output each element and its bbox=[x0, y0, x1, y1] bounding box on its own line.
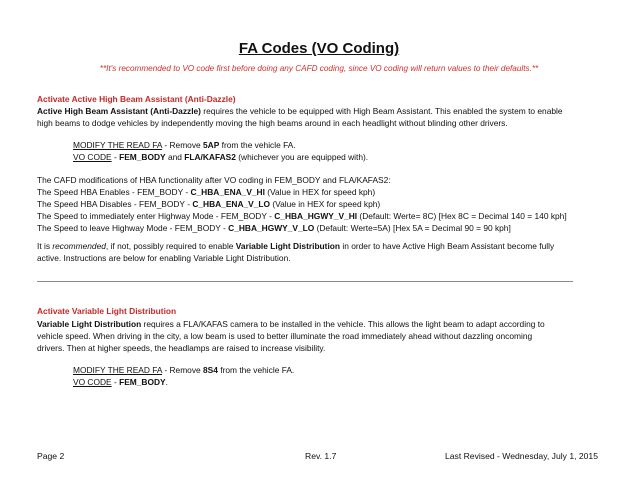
intro-text-line: vehicle speed. When driving in the city, a low beam is used to better illuminate the road immediately ahead without dazzling oncoming bbox=[37, 331, 533, 341]
cafd-text: (Default: Werte= 8C) [Hex 8C = Decimal 140 = 140 kph] bbox=[357, 211, 567, 221]
cafd-modifications bbox=[37, 174, 607, 234]
option-code: 8S4 bbox=[203, 365, 218, 375]
footer-page-number: Page 2 bbox=[37, 451, 65, 461]
cafd-text: The Speed to immediately enter Highway Mode - FEM_BODY - bbox=[37, 211, 275, 221]
cafd-line bbox=[37, 210, 607, 222]
cafd-text: The Speed HBA Enables - FEM_BODY - bbox=[37, 187, 191, 197]
modify-fa-instruction bbox=[73, 364, 294, 376]
intro-bold-term: Active High Beam Assistant (Anti-Dazzle) bbox=[37, 106, 201, 116]
cafd-text: (Default: Werte=5A) [Hex 5A = Decimal 90 = 90 kph] bbox=[314, 223, 511, 233]
module-name: FEM_BODY bbox=[119, 377, 166, 387]
modify-fa-instruction bbox=[73, 139, 296, 151]
intro-text-line: drivers. Then at higher speeds, the headlamps are raised to increase visibility. bbox=[37, 343, 326, 353]
instruction-text: . bbox=[165, 377, 168, 387]
cafd-code: C_HBA_HGWY_V_HI bbox=[274, 211, 358, 221]
instruction-text: from the vehicle FA. bbox=[217, 365, 295, 375]
cafd-code: C_HBA_ENA_V_LO bbox=[192, 199, 271, 209]
rec-text: in order to have Active High Beam Assistant become fully bbox=[340, 241, 555, 251]
option-code: 5AP bbox=[203, 140, 220, 150]
module-name: FLA/KAFAS2 bbox=[184, 152, 236, 162]
cafd-text: The Speed HBA Disables - FEM_BODY - bbox=[37, 199, 193, 209]
footer-last-revised: Last Revised - Wednesday, July 1, 2015 bbox=[444, 451, 598, 461]
rec-text: , if not, possibly required to enable bbox=[105, 241, 236, 251]
modify-read-fa-link[interactable]: MODIFY THE READ FA bbox=[73, 140, 163, 150]
rec-text: It is bbox=[37, 241, 53, 251]
section-heading-light-distribution: Activate Variable Light Distribution bbox=[37, 306, 177, 316]
instruction-text: - bbox=[111, 377, 120, 387]
cafd-text: (Value in HEX for speed kph) bbox=[264, 187, 376, 197]
footer-revision: Rev. 1.7 bbox=[305, 451, 337, 461]
cafd-text: The Speed to leave Highway Mode - FEM_BODY - bbox=[37, 223, 229, 233]
cafd-line bbox=[37, 186, 607, 198]
section-intro-high-beam bbox=[37, 105, 607, 129]
intro-text-line: high beams to dodge vehicles by independently moving the high beams around in each headlight without blinding other drivers. bbox=[37, 118, 508, 128]
section-intro-light-distribution bbox=[37, 318, 607, 354]
page-title: FA Codes (VO Coding) bbox=[238, 40, 400, 57]
rec-text-line: active. Instructions are below for enabling Variable Light Distribution. bbox=[37, 253, 291, 263]
vo-code-link[interactable]: VO CODE bbox=[73, 377, 112, 387]
intro-bold-term: Variable Light Distribution bbox=[37, 319, 142, 329]
cafd-text: (Value in HEX for speed kph) bbox=[270, 199, 381, 209]
intro-text: requires the vehicle to be equipped with High Beam Assistant. This enabled the system to enable bbox=[200, 106, 563, 116]
vo-code-link[interactable]: VO CODE bbox=[73, 152, 112, 162]
coding-note: **It's recommended to VO code first before doing any CAFD coding, since VO coding will return values to their defaults.** bbox=[99, 64, 539, 73]
rec-bold-term: Variable Light Distribution bbox=[235, 241, 341, 251]
module-name: FEM_BODY bbox=[119, 152, 166, 162]
instruction-text: from the vehicle FA. bbox=[219, 140, 296, 150]
vo-code-instruction bbox=[73, 376, 168, 388]
recommendation-paragraph bbox=[37, 240, 607, 264]
instruction-text: - bbox=[111, 152, 120, 162]
cafd-line bbox=[37, 198, 607, 210]
cafd-code: C_HBA_ENA_V_HI bbox=[190, 187, 265, 197]
section-heading-high-beam: Activate Active High Beam Assistant (Anti-Dazzle) bbox=[37, 94, 236, 104]
cafd-intro: The CAFD modifications of HBA functionality after VO coding in FEM_BODY and FLA/KAFAS2: bbox=[37, 175, 391, 185]
instruction-text: - Remove bbox=[162, 365, 204, 375]
rec-emphasis: recommended bbox=[52, 241, 106, 251]
cafd-line bbox=[37, 222, 607, 234]
vo-code-instruction bbox=[73, 151, 368, 163]
section-divider bbox=[37, 281, 573, 282]
instruction-text: - Remove bbox=[162, 140, 204, 150]
instruction-text: and bbox=[165, 152, 185, 162]
instruction-text: (whichever you are equipped with). bbox=[235, 152, 369, 162]
modify-read-fa-link[interactable]: MODIFY THE READ FA bbox=[73, 365, 163, 375]
cafd-code: C_HBA_HGWY_V_LO bbox=[228, 223, 315, 233]
intro-text: requires a FLA/KAFAS camera to be installed in the vehicle. This allows the light beam to adapt according to bbox=[141, 319, 545, 329]
